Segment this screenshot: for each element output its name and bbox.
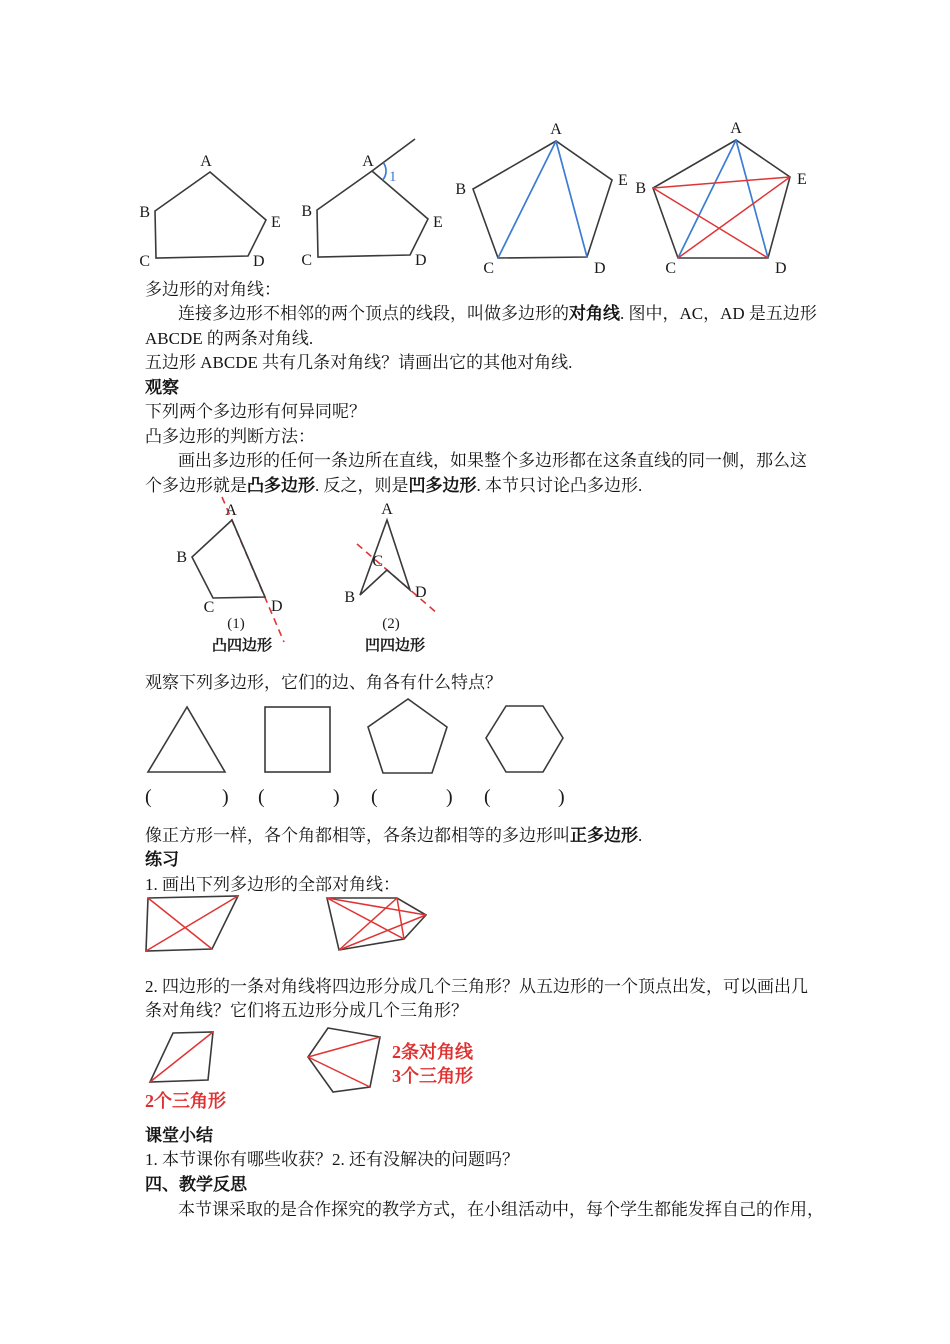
square-shape: [265, 707, 330, 772]
answer-paren-close: ): [222, 786, 229, 808]
answer-note-two-triangles: 2个三角形: [145, 1091, 226, 1111]
heading-teaching-reflection: 四、教学反思: [145, 1175, 247, 1194]
line-diagonal-heading: 多边形的对角线：: [145, 280, 281, 299]
figure-answer-quadrilateral: [145, 1032, 227, 1111]
line-summary-questions: 1. 本节课你有哪些收获？2. 还有没解决的问题吗？: [145, 1150, 519, 1169]
answer-paren-close: ): [558, 786, 565, 808]
vertex-label-a: A: [362, 153, 374, 170]
line-practice-2b: 条对角线？它们将五边形分成几个三角形？: [145, 1001, 468, 1020]
figure-practice-quadrilateral-diagonals: [146, 896, 238, 951]
diagonal: [339, 915, 426, 950]
answer-paren-close: ): [446, 786, 453, 808]
vertex-label-c: C: [203, 599, 215, 616]
diagonal-ac: [678, 140, 736, 258]
vertex-label-e: E: [271, 214, 281, 231]
diagonal: [308, 1057, 370, 1087]
answer-paren-open: (: [258, 786, 265, 808]
hexagon-shape: [486, 706, 563, 772]
vertex-label-b: B: [344, 589, 355, 606]
vertex-label-c: C: [483, 260, 494, 277]
vertex-label-d: D: [253, 253, 265, 270]
answer-note-two-diagonals: 2条对角线: [392, 1042, 473, 1062]
vertex-label-d: D: [271, 598, 283, 615]
triangle-shape: [148, 707, 225, 772]
figure-practice-pentagon-diagonals: [327, 898, 426, 950]
diagonal: [150, 1032, 213, 1082]
figure-caption-concave: 凹四边形: [364, 638, 426, 654]
figure-answer-pentagon: [308, 1028, 474, 1092]
figure-number: (1): [227, 616, 245, 632]
vertex-label-c: C: [139, 253, 150, 270]
figure-convex-quadrilateral: [176, 497, 284, 654]
vertex-label-b: B: [455, 181, 466, 198]
diagonal-bd: [653, 188, 768, 258]
vertex-label-e: E: [797, 171, 807, 188]
line-diagonal-question: 五边形 ABCDE 共有几条对角线？请画出它的其他对角线.: [145, 353, 573, 372]
vertex-label-c: C: [301, 252, 312, 269]
heading-observe: 观察: [145, 378, 179, 397]
vertex-label-a: A: [200, 153, 212, 170]
heading-class-summary: 课堂小结: [145, 1126, 213, 1145]
answer-paren-open: (: [145, 786, 152, 808]
figure-concave-quadrilateral: [344, 501, 438, 654]
vertex-label-a: A: [550, 121, 562, 138]
line-practice-2a: 2. 四边形的一条对角线将四边形分成几个三角形？从五边形的一个顶点出发，可以画出几: [145, 977, 808, 996]
vertex-label-b: B: [139, 204, 150, 221]
angle-label-1: 1: [389, 169, 397, 185]
heading-practice: 练习: [145, 850, 179, 869]
vertex-label-a: A: [381, 501, 393, 518]
line-diagonal-definition-cont: ABCDE 的两条对角线.: [145, 329, 314, 348]
pentagon-shape: [368, 699, 447, 773]
figure-pentagon-exterior-angle: [301, 139, 442, 269]
line-observe-polygons: 观察下列多边形，它们的边、角各有什么特点？: [145, 673, 502, 692]
line-convex-method-2: 个多边形就是凸多边形. 反之，则是凹多边形. 本节只讨论凸多边形.: [145, 476, 643, 495]
diagonal-be: [653, 177, 790, 188]
line-practice-1: 1. 画出下列多边形的全部对角线：: [145, 875, 400, 894]
vertex-label-d: D: [415, 252, 427, 269]
vertex-label-b: B: [176, 549, 187, 566]
angle-arc: [383, 163, 386, 180]
diagonal: [148, 898, 212, 949]
answer-paren-close: ): [333, 786, 340, 808]
vertex-label-d: D: [415, 584, 427, 601]
diagonal: [397, 898, 404, 939]
line-regular-polygon-definition: 像正方形一样，各个角都相等，各条边都相等的多边形叫正多边形.: [145, 826, 643, 845]
figure-pentagon-all-diagonals: [635, 120, 806, 277]
vertex-label-c: C: [665, 260, 676, 277]
line-convex-method-heading: 凸多边形的判断方法：: [145, 427, 315, 446]
vertex-label-d: D: [775, 260, 787, 277]
answer-paren-open: (: [484, 786, 491, 808]
vertex-label-e: E: [433, 214, 443, 231]
figure-number: (2): [382, 616, 400, 632]
figure-pentagon-diagonals-ac-ad: [455, 121, 627, 277]
figure-caption-convex: 凸四边形: [211, 638, 273, 654]
answer-paren-open: (: [371, 786, 378, 808]
vertex-label-a: A: [225, 502, 237, 519]
diagonal-ce: [678, 177, 790, 258]
vertex-label-c: C: [372, 553, 383, 570]
vertex-label-a: A: [730, 120, 742, 137]
vertex-label-d: D: [594, 260, 606, 277]
vertex-label-e: E: [618, 172, 628, 189]
line-diagonal-definition: 连接多边形不相邻的两个顶点的线段，叫做多边形的对角线. 图中，AC，AD 是五边形: [178, 304, 817, 323]
vertex-label-b: B: [301, 203, 312, 220]
line-convex-method-1: 画出多边形的任何一条边所在直线，如果整个多边形都在这条直线的同一侧，那么这: [178, 451, 807, 470]
figure-pentagon-abcde: [139, 153, 280, 270]
figure-regular-polygons-row: [145, 699, 565, 808]
extension-line: [372, 139, 415, 171]
answer-note-three-triangles: 3个三角形: [392, 1066, 473, 1086]
vertex-label-b: B: [635, 180, 646, 197]
line-reflection-body: 本节课采取的是合作探究的教学方式，在小组活动中，每个学生都能发挥自己的作用，: [178, 1200, 824, 1219]
line-observe-question: 下列两个多边形有何异同呢？: [145, 402, 366, 421]
